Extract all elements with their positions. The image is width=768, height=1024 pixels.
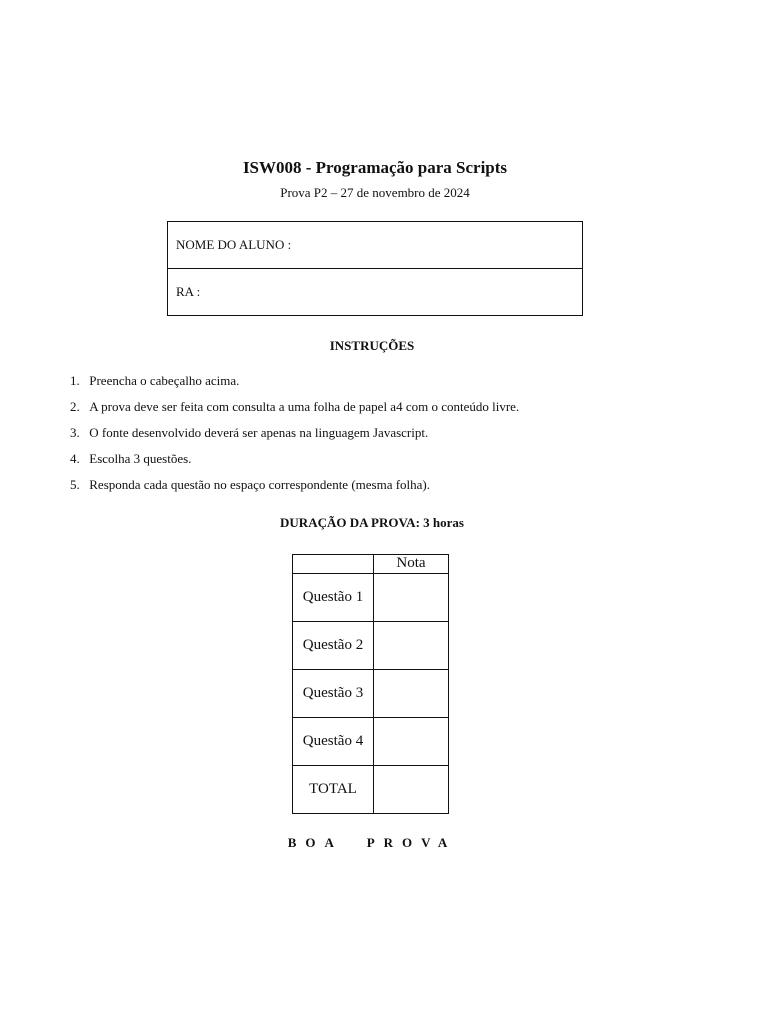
grade-table-row: [293, 718, 449, 766]
instructions-list: [70, 373, 519, 503]
grade-table-row: [293, 670, 449, 718]
student-name-label: NOME DO ALUNO :: [176, 237, 292, 252]
closing-message: BOA PROVA: [287, 835, 457, 850]
instructions-heading: INSTRUÇÕES: [329, 338, 415, 353]
instruction-number: 3.: [70, 425, 80, 440]
instruction-text: A prova deve ser feita com consulta a uma folha de papel a4 com o conteúdo livre.: [89, 399, 520, 414]
grade-table-row: [293, 622, 449, 670]
student-name-row[interactable]: [168, 222, 582, 268]
grade-cell[interactable]: [374, 718, 449, 766]
total-label: TOTAL: [293, 766, 374, 814]
question-label: Questão 1: [293, 574, 374, 622]
instruction-item: [70, 399, 519, 425]
instruction-text: O fonte desenvolvido deverá ser apenas na linguagem Javascript.: [89, 425, 429, 440]
question-label: Questão 4: [293, 718, 374, 766]
total-grade-cell[interactable]: [374, 766, 449, 814]
instruction-item: [70, 477, 519, 503]
exam-duration: DURAÇÃO DA PROVA: 3 horas: [280, 515, 464, 530]
grade-table-header-row: [293, 555, 449, 574]
student-ra-label: RA :: [176, 284, 201, 299]
instruction-number: 4.: [70, 451, 80, 466]
instruction-text: Responda cada questão no espaço correspondente (mesma folha).: [89, 477, 431, 492]
grade-table-row: [293, 574, 449, 622]
question-label: Questão 3: [293, 670, 374, 718]
grade-cell[interactable]: [374, 622, 449, 670]
grade-table: [292, 554, 449, 814]
instruction-number: 1.: [70, 373, 80, 388]
instruction-item: [70, 451, 519, 477]
instruction-item: [70, 425, 519, 451]
grade-column-header: Nota: [374, 555, 449, 574]
instruction-number: 2.: [70, 399, 80, 414]
exam-subtitle: Prova P2 – 27 de novembro de 2024: [280, 185, 470, 200]
course-title: ISW008 - Programação para Scripts: [242, 158, 508, 177]
grade-cell[interactable]: [374, 670, 449, 718]
instruction-number: 5.: [70, 477, 80, 492]
student-ra-row[interactable]: [168, 268, 582, 315]
question-label: Questão 2: [293, 622, 374, 670]
instruction-text: Escolha 3 questões.: [89, 451, 192, 466]
grade-table-row: [293, 766, 449, 814]
student-info-box: [167, 221, 583, 316]
grade-table-corner-cell: [293, 555, 374, 574]
instruction-text: Preencha o cabeçalho acima.: [89, 373, 240, 388]
grade-cell[interactable]: [374, 574, 449, 622]
instruction-item: [70, 373, 519, 399]
